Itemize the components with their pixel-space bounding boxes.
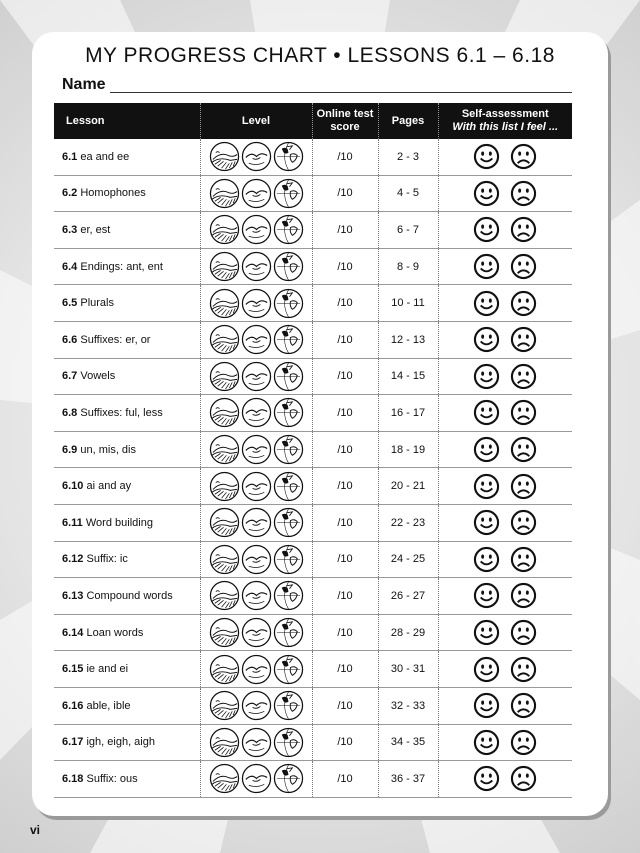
pages-cell	[378, 761, 438, 798]
pages-value: 36 - 37	[390, 772, 426, 785]
lesson-cell	[54, 395, 200, 432]
lesson-cell	[54, 504, 200, 541]
online-test-score-cell[interactable]	[312, 614, 378, 651]
lesson-topic: Suffixes: ful, less	[80, 406, 163, 419]
online-test-score-cell[interactable]	[312, 358, 378, 395]
hill-landscape-icon[interactable]	[209, 178, 240, 209]
lesson-number: 6.17	[62, 736, 84, 749]
lesson-cell	[54, 321, 200, 358]
score-value: /10	[337, 772, 353, 785]
level-cell	[200, 687, 312, 724]
self-assessment-cell	[438, 321, 572, 358]
online-test-score-cell[interactable]	[312, 687, 378, 724]
globe-with-bird-icon[interactable]	[273, 507, 304, 538]
online-test-score-cell[interactable]	[312, 468, 378, 505]
sad-face-icon[interactable]	[510, 692, 537, 719]
level-cell	[200, 395, 312, 432]
level-cell	[200, 541, 312, 578]
hill-landscape-icon[interactable]	[209, 361, 240, 392]
lesson-cell	[54, 761, 200, 798]
lesson-number: 6.12	[62, 553, 84, 566]
level-cell	[200, 248, 312, 285]
lesson-cell	[54, 724, 200, 761]
lesson-number: 6.1	[62, 150, 78, 163]
level-cell	[200, 139, 312, 175]
self-assessment-cell	[438, 431, 572, 468]
level-cell	[200, 468, 312, 505]
bird-in-sky-icon[interactable]	[241, 544, 272, 575]
table-row	[54, 358, 572, 395]
pages-cell	[378, 248, 438, 285]
hill-landscape-icon[interactable]	[209, 324, 240, 355]
online-test-score-cell[interactable]	[312, 724, 378, 761]
self-assessment-cell	[438, 468, 572, 505]
globe-with-bird-icon[interactable]	[273, 434, 304, 465]
lesson-topic: Compound words	[86, 589, 173, 602]
pages-cell	[378, 578, 438, 615]
sad-face-icon[interactable]	[510, 290, 537, 317]
lesson-cell	[54, 614, 200, 651]
level-cell	[200, 285, 312, 322]
happy-face-icon[interactable]	[473, 363, 500, 390]
hill-landscape-icon[interactable]	[209, 617, 240, 648]
hill-landscape-icon[interactable]	[209, 507, 240, 538]
lesson-cell	[54, 212, 200, 249]
lesson-number: 6.2	[62, 187, 78, 200]
self-assessment-cell	[438, 175, 572, 212]
pages-value: 8 - 9	[396, 260, 419, 273]
sad-face-icon[interactable]	[510, 143, 537, 170]
lesson-number: 6.6	[62, 333, 78, 346]
table-row	[54, 687, 572, 724]
bird-in-sky-icon[interactable]	[241, 471, 272, 502]
bird-in-sky-icon[interactable]	[241, 727, 272, 758]
hill-landscape-icon[interactable]	[209, 141, 240, 172]
lesson-cell	[54, 248, 200, 285]
table-row	[54, 578, 572, 615]
pages-value: 12 - 13	[390, 333, 426, 346]
lesson-topic: Vowels	[80, 370, 116, 383]
pages-cell	[378, 175, 438, 212]
bird-in-sky-icon[interactable]	[241, 178, 272, 209]
happy-face-icon[interactable]	[473, 729, 500, 756]
hill-landscape-icon[interactable]	[209, 288, 240, 319]
happy-face-icon[interactable]	[473, 692, 500, 719]
globe-with-bird-icon[interactable]	[273, 544, 304, 575]
sad-face-icon[interactable]	[510, 253, 537, 280]
lesson-number: 6.3	[62, 223, 78, 236]
table-row	[54, 431, 572, 468]
table-row	[54, 761, 572, 798]
score-value: /10	[337, 406, 353, 419]
header-score-line2: score	[330, 121, 360, 133]
lesson-topic: ai and ay	[86, 480, 132, 493]
pages-cell	[378, 504, 438, 541]
globe-with-bird-icon[interactable]	[273, 178, 304, 209]
hill-landscape-icon[interactable]	[209, 654, 240, 685]
level-cell	[200, 578, 312, 615]
happy-face-icon[interactable]	[473, 509, 500, 536]
lesson-number: 6.13	[62, 589, 84, 602]
sad-face-icon[interactable]	[510, 729, 537, 756]
lesson-number: 6.10	[62, 480, 84, 493]
hill-landscape-icon[interactable]	[209, 544, 240, 575]
self-assessment-cell	[438, 285, 572, 322]
happy-face-icon[interactable]	[473, 582, 500, 609]
lesson-topic: un, mis, dis	[80, 443, 136, 456]
happy-face-icon[interactable]	[473, 326, 500, 353]
self-assessment-cell	[438, 139, 572, 175]
happy-face-icon[interactable]	[473, 473, 500, 500]
bird-in-sky-icon[interactable]	[241, 361, 272, 392]
table-row	[54, 724, 572, 761]
online-test-score-cell[interactable]	[312, 761, 378, 798]
progress-table	[54, 103, 572, 798]
sad-face-icon[interactable]	[510, 619, 537, 646]
lesson-topic: er, est	[80, 223, 111, 236]
happy-face-icon[interactable]	[473, 143, 500, 170]
hill-landscape-icon[interactable]	[209, 471, 240, 502]
pages-cell	[378, 651, 438, 688]
hill-landscape-icon[interactable]	[209, 214, 240, 245]
hill-landscape-icon[interactable]	[209, 251, 240, 282]
globe-with-bird-icon[interactable]	[273, 214, 304, 245]
level-cell	[200, 651, 312, 688]
self-assessment-cell	[438, 614, 572, 651]
score-value: /10	[337, 699, 353, 712]
online-test-score-cell[interactable]	[312, 139, 378, 175]
pages-value: 6 - 7	[396, 223, 419, 236]
lesson-cell	[54, 175, 200, 212]
globe-with-bird-icon[interactable]	[273, 727, 304, 758]
sad-face-icon[interactable]	[510, 326, 537, 353]
table-row	[54, 395, 572, 432]
level-cell	[200, 614, 312, 651]
score-value: /10	[337, 443, 353, 456]
score-value: /10	[337, 333, 353, 346]
happy-face-icon[interactable]	[473, 216, 500, 243]
online-test-score-cell[interactable]	[312, 285, 378, 322]
table-row	[54, 468, 572, 505]
header-self-line1: Self-assessment	[461, 108, 549, 120]
self-assessment-cell	[438, 504, 572, 541]
pages-value: 22 - 23	[390, 516, 426, 529]
sad-face-icon[interactable]	[510, 436, 537, 463]
name-label: Name	[62, 76, 106, 93]
score-value: /10	[337, 150, 353, 163]
pages-cell	[378, 431, 438, 468]
score-value: /10	[337, 516, 353, 529]
score-value: /10	[337, 589, 353, 602]
globe-with-bird-icon[interactable]	[273, 324, 304, 355]
bird-in-sky-icon[interactable]	[241, 654, 272, 685]
table-row	[54, 651, 572, 688]
sad-face-icon[interactable]	[510, 399, 537, 426]
page-number: vi	[30, 823, 41, 837]
bird-in-sky-icon[interactable]	[241, 288, 272, 319]
score-value: /10	[337, 626, 353, 639]
sad-face-icon[interactable]	[510, 656, 537, 683]
hill-landscape-icon[interactable]	[209, 727, 240, 758]
page-title: MY PROGRESS CHART • LESSONS 6.1 – 6.18	[85, 44, 555, 67]
online-test-score-cell[interactable]	[312, 651, 378, 688]
online-test-score-cell[interactable]	[312, 321, 378, 358]
score-value: /10	[337, 480, 353, 493]
pages-value: 18 - 19	[390, 443, 426, 456]
bird-in-sky-icon[interactable]	[241, 251, 272, 282]
self-assessment-cell	[438, 687, 572, 724]
lesson-topic: Suffix: ic	[86, 553, 128, 566]
lesson-number: 6.8	[62, 406, 78, 419]
header-lesson: Lesson	[54, 103, 200, 139]
pages-value: 4 - 5	[396, 187, 419, 200]
globe-with-bird-icon[interactable]	[273, 397, 304, 428]
happy-face-icon[interactable]	[473, 619, 500, 646]
bird-in-sky-icon[interactable]	[241, 324, 272, 355]
happy-face-icon[interactable]	[473, 436, 500, 463]
pages-cell	[378, 139, 438, 175]
bird-in-sky-icon[interactable]	[241, 763, 272, 794]
lesson-topic: Word building	[85, 516, 153, 529]
header-pages: Pages	[378, 103, 438, 139]
lesson-topic: Suffix: ous	[86, 772, 138, 785]
self-assessment-cell	[438, 248, 572, 285]
score-value: /10	[337, 187, 353, 200]
globe-with-bird-icon[interactable]	[273, 654, 304, 685]
lesson-topic: Homophones	[80, 187, 146, 200]
lesson-topic: ie and ei	[86, 663, 129, 676]
globe-with-bird-icon[interactable]	[273, 251, 304, 282]
bird-in-sky-icon[interactable]	[241, 397, 272, 428]
pages-value: 20 - 21	[390, 480, 426, 493]
pages-value: 28 - 29	[390, 626, 426, 639]
bird-in-sky-icon[interactable]	[241, 690, 272, 721]
lesson-topic: ea and ee	[80, 150, 130, 163]
lesson-topic: Loan words	[86, 626, 144, 639]
header-self-assessment	[438, 103, 572, 139]
pages-cell	[378, 541, 438, 578]
score-value: /10	[337, 260, 353, 273]
globe-with-bird-icon[interactable]	[273, 617, 304, 648]
self-assessment-cell	[438, 578, 572, 615]
score-value: /10	[337, 370, 353, 383]
header-score-line1: Online test	[316, 108, 374, 120]
pages-cell	[378, 395, 438, 432]
self-assessment-cell	[438, 541, 572, 578]
table-row	[54, 504, 572, 541]
table-row	[54, 285, 572, 322]
globe-with-bird-icon[interactable]	[273, 288, 304, 319]
score-value: /10	[337, 223, 353, 236]
sad-face-icon[interactable]	[510, 765, 537, 792]
pages-cell	[378, 212, 438, 249]
table-row	[54, 139, 572, 175]
lesson-topic: Suffixes: er, or	[80, 333, 151, 346]
level-cell	[200, 212, 312, 249]
self-assessment-cell	[438, 212, 572, 249]
lesson-topic: able, ible	[86, 699, 131, 712]
online-test-score-cell[interactable]	[312, 395, 378, 432]
online-test-score-cell[interactable]	[312, 212, 378, 249]
happy-face-icon[interactable]	[473, 180, 500, 207]
bird-in-sky-icon[interactable]	[241, 507, 272, 538]
lesson-topic: Endings: ant, ent	[80, 260, 163, 273]
level-cell	[200, 175, 312, 212]
sad-face-icon[interactable]	[510, 363, 537, 390]
lesson-topic: igh, eigh, aigh	[86, 736, 155, 749]
bird-in-sky-icon[interactable]	[241, 617, 272, 648]
lesson-cell	[54, 651, 200, 688]
lesson-number: 6.18	[62, 772, 84, 785]
pages-value: 34 - 35	[390, 736, 426, 749]
sad-face-icon[interactable]	[510, 582, 537, 609]
lesson-cell	[54, 578, 200, 615]
globe-with-bird-icon[interactable]	[273, 471, 304, 502]
pages-cell	[378, 285, 438, 322]
pages-cell	[378, 468, 438, 505]
hill-landscape-icon[interactable]	[209, 690, 240, 721]
pages-value: 32 - 33	[390, 699, 426, 712]
lesson-cell	[54, 285, 200, 322]
self-assessment-cell	[438, 651, 572, 688]
score-value: /10	[337, 297, 353, 310]
header-online-test-score	[312, 103, 378, 139]
bird-in-sky-icon[interactable]	[241, 214, 272, 245]
table-row	[54, 541, 572, 578]
sad-face-icon[interactable]	[510, 509, 537, 536]
happy-face-icon[interactable]	[473, 765, 500, 792]
level-cell	[200, 504, 312, 541]
table-row	[54, 614, 572, 651]
pages-value: 2 - 3	[396, 150, 419, 163]
bird-in-sky-icon[interactable]	[241, 580, 272, 611]
level-cell	[200, 431, 312, 468]
online-test-score-cell[interactable]	[312, 175, 378, 212]
self-assessment-cell	[438, 358, 572, 395]
hill-landscape-icon[interactable]	[209, 580, 240, 611]
level-cell	[200, 358, 312, 395]
online-test-score-cell[interactable]	[312, 248, 378, 285]
bird-in-sky-icon[interactable]	[241, 434, 272, 465]
pages-value: 26 - 27	[390, 589, 426, 602]
sad-face-icon[interactable]	[510, 473, 537, 500]
hill-landscape-icon[interactable]	[209, 434, 240, 465]
progress-chart-sheet	[32, 32, 608, 816]
table-row	[54, 212, 572, 249]
globe-with-bird-icon[interactable]	[273, 361, 304, 392]
pages-cell	[378, 358, 438, 395]
happy-face-icon[interactable]	[473, 399, 500, 426]
lesson-cell	[54, 431, 200, 468]
header-level: Level	[200, 103, 312, 139]
level-cell	[200, 761, 312, 798]
lesson-number: 6.4	[62, 260, 78, 273]
header-self-line2: With this list I feel ...	[452, 121, 559, 133]
online-test-score-cell[interactable]	[312, 504, 378, 541]
lesson-cell	[54, 541, 200, 578]
table-row	[54, 321, 572, 358]
globe-with-bird-icon[interactable]	[273, 690, 304, 721]
level-cell	[200, 321, 312, 358]
lesson-number: 6.5	[62, 297, 78, 310]
pages-value: 16 - 17	[390, 406, 426, 419]
table-header-row	[54, 103, 572, 139]
globe-with-bird-icon[interactable]	[273, 141, 304, 172]
sad-face-icon[interactable]	[510, 546, 537, 573]
lesson-number: 6.15	[62, 663, 84, 676]
table-row	[54, 248, 572, 285]
online-test-score-cell[interactable]	[312, 541, 378, 578]
lesson-number: 6.7	[62, 370, 78, 383]
sad-face-icon[interactable]	[510, 216, 537, 243]
pages-cell	[378, 687, 438, 724]
online-test-score-cell[interactable]	[312, 431, 378, 468]
level-cell	[200, 724, 312, 761]
online-test-score-cell[interactable]	[312, 578, 378, 615]
globe-with-bird-icon[interactable]	[273, 580, 304, 611]
bird-in-sky-icon[interactable]	[241, 141, 272, 172]
lesson-number: 6.11	[62, 516, 83, 529]
lesson-number: 6.16	[62, 699, 84, 712]
self-assessment-cell	[438, 761, 572, 798]
happy-face-icon[interactable]	[473, 253, 500, 280]
pages-value: 10 - 11	[391, 297, 425, 310]
lesson-cell	[54, 468, 200, 505]
table-row	[54, 175, 572, 212]
hill-landscape-icon[interactable]	[209, 397, 240, 428]
lesson-cell	[54, 687, 200, 724]
happy-face-icon[interactable]	[473, 546, 500, 573]
score-value: /10	[337, 553, 353, 566]
lesson-topic: Plurals	[80, 297, 114, 310]
pages-cell	[378, 614, 438, 651]
pages-cell	[378, 724, 438, 761]
globe-with-bird-icon[interactable]	[273, 763, 304, 794]
pages-value: 14 - 15	[390, 370, 426, 383]
lesson-cell	[54, 358, 200, 395]
name-line	[110, 92, 572, 93]
happy-face-icon[interactable]	[473, 656, 500, 683]
self-assessment-cell	[438, 395, 572, 432]
pages-value: 30 - 31	[390, 663, 426, 676]
hill-landscape-icon[interactable]	[209, 763, 240, 794]
pages-value: 24 - 25	[390, 553, 426, 566]
lesson-cell	[54, 139, 200, 175]
pages-cell	[378, 321, 438, 358]
happy-face-icon[interactable]	[473, 290, 500, 317]
lesson-number: 6.14	[62, 626, 84, 639]
score-value: /10	[337, 736, 353, 749]
sad-face-icon[interactable]	[510, 180, 537, 207]
lesson-number: 6.9	[62, 443, 78, 456]
score-value: /10	[337, 663, 353, 676]
name-field[interactable]	[62, 76, 572, 96]
self-assessment-cell	[438, 724, 572, 761]
